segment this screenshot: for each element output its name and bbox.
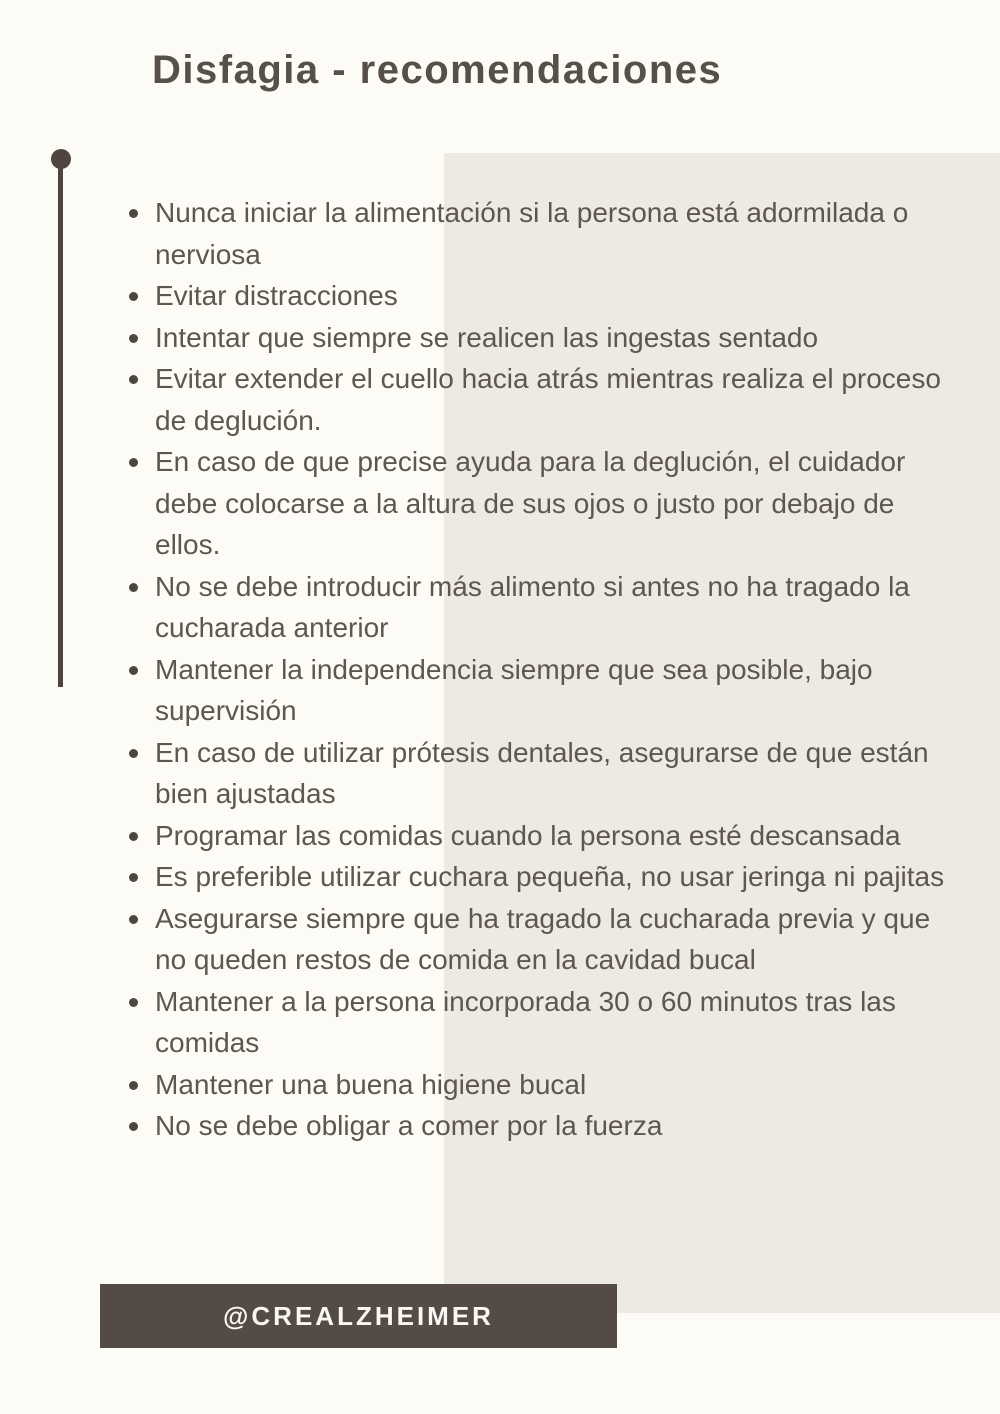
list-item xyxy=(129,358,947,441)
bullet-icon xyxy=(129,334,138,343)
list-item-text: No se debe obligar a comer por la fuerza xyxy=(155,1110,663,1141)
list-item xyxy=(129,898,947,981)
list-item xyxy=(129,815,947,857)
list-item xyxy=(129,732,947,815)
bullet-icon xyxy=(129,458,138,467)
list-item-text: Es preferible utilizar cuchara pequeña, no usar jeringa ni pajitas xyxy=(155,861,945,892)
list-item xyxy=(129,649,947,732)
bullet-icon xyxy=(129,832,138,841)
bullet-icon xyxy=(129,1081,138,1090)
bullet-icon xyxy=(129,666,138,675)
bullet-icon xyxy=(129,375,138,384)
list-item-text: Mantener una buena higiene bucal xyxy=(155,1068,587,1100)
handle-text: @CREALZHEIMER xyxy=(223,1300,494,1331)
bullet-icon xyxy=(129,998,138,1007)
bullet-icon xyxy=(129,583,138,592)
recommendations-list xyxy=(129,192,947,1147)
list-item-text: Intentar que siempre se realicen las ingestas sentado xyxy=(155,321,819,353)
list-item-text: Evitar extender el cuello hacia atrás mientras realiza el proceso de deglución. xyxy=(155,363,941,436)
list-item-text: En caso de utilizar prótesis dentales, asegurarse de que están bien ajustadas xyxy=(155,736,929,809)
list-item xyxy=(129,566,947,649)
list-item xyxy=(129,856,947,898)
list-item-text: Evitar distracciones xyxy=(155,280,398,311)
list-item-text: Programar las comidas cuando la persona esté descansada xyxy=(155,819,901,851)
list-item-text: En caso de que precise ayuda para la deglución, el cuidador debe colocarse a la altura de sus ojos o justo por debajo de ellos. xyxy=(155,446,906,560)
list-item xyxy=(129,1105,947,1147)
handle-banner xyxy=(100,1284,617,1348)
list-item xyxy=(129,317,947,359)
list-item xyxy=(129,275,947,317)
list-item-text: Mantener a la persona incorporada 30 o 60 minutos tras las comidas xyxy=(155,985,896,1058)
list-item xyxy=(129,441,947,566)
list-item-text: Mantener la independencia siempre que sea posible, bajo supervisión xyxy=(155,653,873,726)
bullet-icon xyxy=(129,749,138,758)
bullet-icon xyxy=(129,292,138,301)
bullet-icon xyxy=(129,915,138,924)
bullet-icon xyxy=(129,1122,138,1131)
bullet-icon xyxy=(129,209,138,218)
list-item-text: Asegurarse siempre que ha tragado la cucharada previa y que no queden restos de comida en la cavidad bucal xyxy=(155,902,931,975)
timeline-line xyxy=(58,162,63,687)
list-item-text: Nunca iniciar la alimentación si la persona está adormilada o nerviosa xyxy=(155,197,909,270)
list-item xyxy=(129,1064,947,1106)
list-item-text: No se debe introducir más alimento si antes no ha tragado la cucharada anterior xyxy=(155,570,910,643)
list-item xyxy=(129,192,947,275)
page-title: Disfagia - recomendaciones xyxy=(152,48,723,92)
bullet-icon xyxy=(129,873,138,882)
list-item xyxy=(129,981,947,1064)
